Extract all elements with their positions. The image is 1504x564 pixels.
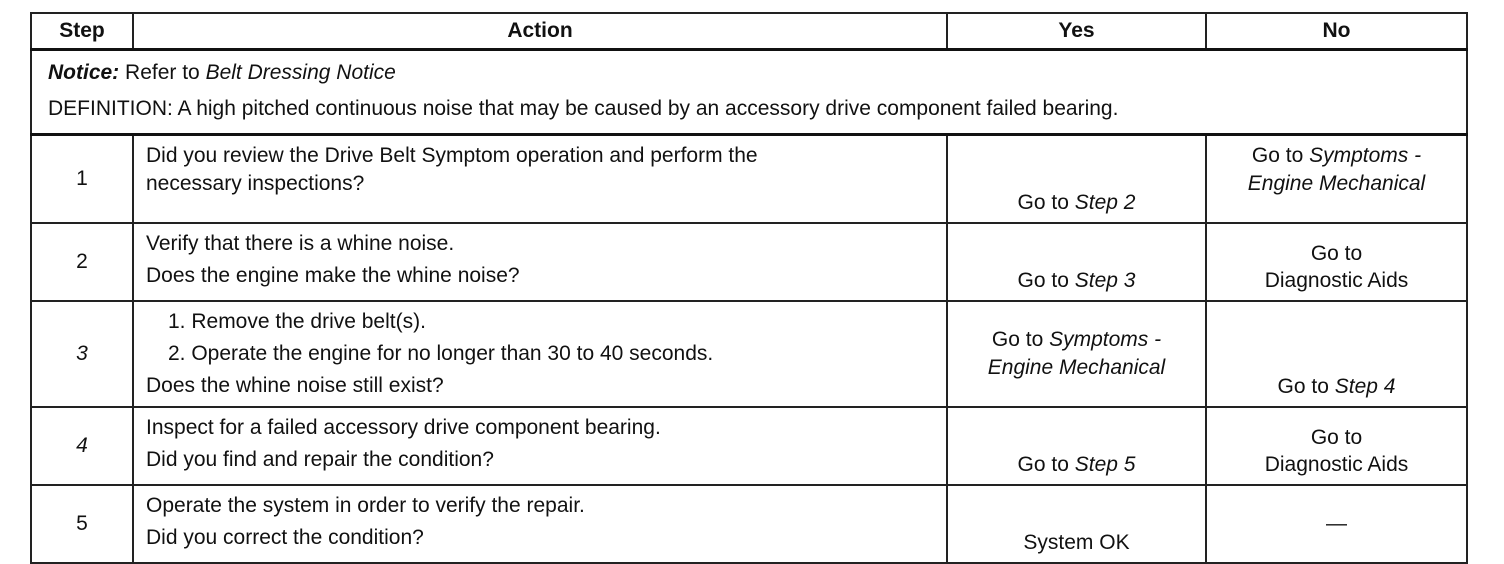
table-row bbox=[31, 407, 1467, 485]
step-number: 1 bbox=[31, 135, 133, 223]
no-link-cont: Engine Mechanical bbox=[1247, 172, 1426, 195]
yes-text bbox=[948, 326, 1205, 382]
notice-link: Belt Dressing Notice bbox=[205, 61, 396, 84]
no-prefix: Go to bbox=[1251, 144, 1310, 167]
step-number: 5 bbox=[31, 485, 133, 563]
no-text bbox=[1207, 240, 1466, 294]
yes-cell bbox=[947, 223, 1206, 301]
action-cell bbox=[133, 135, 947, 223]
action-text: Does the engine make the whine noise? bbox=[146, 263, 520, 287]
yes-text bbox=[948, 189, 1205, 216]
list-item: 1. Remove the drive belt(s). bbox=[168, 309, 426, 333]
step-number: 3 bbox=[31, 301, 133, 407]
no-cell bbox=[1206, 223, 1467, 301]
yes-link: Symptoms - bbox=[1049, 327, 1162, 351]
action-text: Verify that there is a whine noise. bbox=[146, 231, 455, 255]
no-line1: Go to bbox=[1310, 241, 1363, 265]
yes-cell bbox=[947, 407, 1206, 485]
action-text: Did you review the Drive Belt Symptom operation and perform the bbox=[146, 144, 758, 167]
table-row bbox=[31, 223, 1467, 301]
action-cell bbox=[133, 485, 947, 563]
action-cell bbox=[133, 301, 947, 407]
step-number: 2 bbox=[31, 223, 133, 301]
yes-cell bbox=[947, 135, 1206, 223]
yes-prefix: Go to bbox=[1017, 452, 1075, 476]
table-row bbox=[31, 135, 1467, 223]
yes-link: Step 3 bbox=[1074, 268, 1136, 292]
no-link: Symptoms - bbox=[1309, 144, 1422, 167]
no-line2: Diagnostic Aids bbox=[1264, 452, 1409, 476]
header-row bbox=[31, 13, 1467, 50]
no-cell bbox=[1206, 407, 1467, 485]
header-no: No bbox=[1206, 13, 1467, 50]
yes-cell bbox=[947, 301, 1206, 407]
yes-text: System OK bbox=[1023, 530, 1130, 554]
no-prefix: Go to bbox=[1277, 374, 1335, 398]
action-text: Operate the system in order to verify the repair. bbox=[146, 493, 585, 517]
no-cell bbox=[1206, 301, 1467, 407]
no-line1: Go to bbox=[1310, 425, 1363, 449]
action-text: Inspect for a failed accessory drive component bearing. bbox=[146, 415, 661, 439]
no-cell bbox=[1206, 135, 1467, 223]
definition-text: DEFINITION: A high pitched continuous noise that may be caused by an accessory drive component failed bearing. bbox=[48, 97, 1119, 120]
yes-text bbox=[948, 451, 1205, 478]
yes-cell bbox=[947, 485, 1206, 563]
action-text: Did you find and repair the condition? bbox=[146, 447, 494, 471]
table-row bbox=[31, 301, 1467, 407]
no-text bbox=[1207, 424, 1466, 478]
yes-link-cont: Engine Mechanical bbox=[987, 355, 1166, 379]
yes-link: Step 5 bbox=[1074, 452, 1136, 476]
diagnostic-table bbox=[30, 12, 1468, 564]
action-cell bbox=[133, 407, 947, 485]
yes-link: Step 2 bbox=[1074, 190, 1136, 214]
yes-text bbox=[948, 267, 1205, 294]
step-number: 4 bbox=[31, 407, 133, 485]
header-action: Action bbox=[133, 13, 947, 50]
no-link: Step 4 bbox=[1334, 374, 1396, 398]
no-line2: Diagnostic Aids bbox=[1264, 268, 1409, 292]
yes-prefix: Go to bbox=[1017, 190, 1075, 214]
table-row bbox=[31, 485, 1467, 563]
action-text: Did you correct the condition? bbox=[146, 525, 424, 549]
notice-label: Notice: bbox=[48, 61, 120, 84]
no-cell bbox=[1206, 485, 1467, 563]
header-step: Step bbox=[31, 13, 133, 50]
notice-text: Refer to bbox=[119, 61, 206, 84]
action-text: necessary inspections? bbox=[146, 172, 365, 195]
yes-prefix: Go to bbox=[991, 327, 1050, 351]
no-text bbox=[1207, 373, 1466, 400]
notice-line bbox=[48, 55, 1454, 91]
header-yes: Yes bbox=[947, 13, 1206, 50]
yes-prefix: Go to bbox=[1017, 268, 1075, 292]
action-cell bbox=[133, 223, 947, 301]
no-text bbox=[1207, 142, 1466, 198]
notice-cell bbox=[31, 50, 1467, 135]
no-text: — bbox=[1326, 511, 1347, 535]
notice-row bbox=[31, 50, 1467, 135]
list-item: 2. Operate the engine for no longer than 30 to 40 seconds. bbox=[168, 341, 714, 365]
action-text: Does the whine noise still exist? bbox=[146, 373, 444, 397]
